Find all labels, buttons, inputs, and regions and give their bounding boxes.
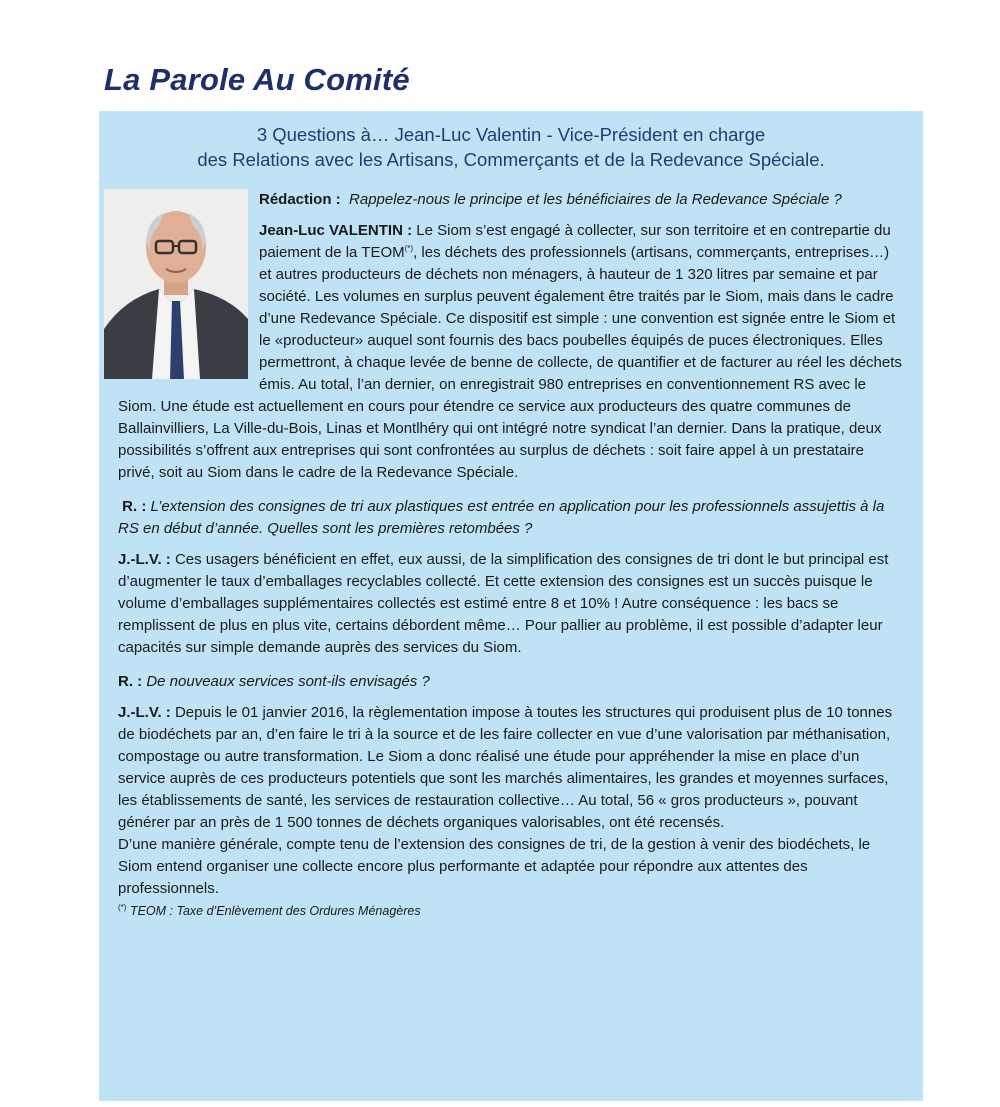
answer-2-text: Ces usagers bénéficient en effet, eux aussi, de la simplification des consignes de tri dont le but principal est d’augmenter le taux d’emballages recyclables collecté. Et cette extension des consignes est un succès puisque le volume d’emballages supplémentaires collectés est estimé entre 8 et 10% ! Autre conséquence : les bacs se remplissent de plus en plus vite, certains débordent même… Pour pallier au problème, il est possible d’adapter leur capacités sur simple demande auprès des services du Siom. bbox=[118, 551, 889, 656]
answer-2-label: J.-L.V. : bbox=[118, 551, 171, 568]
footnote-marker: (*) bbox=[404, 244, 414, 253]
question-1-text: Rappelez-nous le principe et les bénéficiaires de la Redevance Spéciale ? bbox=[349, 191, 842, 208]
answer-3-text: Depuis le 01 janvier 2016, la règlementation impose à toutes les structures qui produisent plus de 10 tonnes de biodéchets par an, d’en faire le tri à la source et de les faire collecter en vue d’une valorisation par méthanisation, compostage ou autre transformation. Le Siom a donc réalisé une étude pour appréhender la mise en place d’un service auprès de ces producteurs potentiels que sont les marchés alimentaires, les grandes et moyennes surfaces, les établissements de santé, les services de restauration collective… Au total, 56 « gros producteurs », pouvant générer par an près de 1 500 tonnes de déchets organiques valorisables, ont été recensés. bbox=[118, 704, 893, 831]
question-2-text: L’extension des consignes de tri aux plastiques est entrée en application pour les professionnels assujettis à la RS en début d’année. Quelles sont les premières retombées ? bbox=[118, 498, 885, 537]
footnote-sup: (*) bbox=[118, 902, 127, 912]
interview-panel bbox=[99, 111, 923, 1101]
subtitle-line-1: 3 Questions à… Jean-Luc Valentin - Vice-Président en charge bbox=[256, 124, 766, 145]
footnote-text: TEOM : Taxe d’Enlèvement des Ordures Ménagères bbox=[129, 904, 421, 918]
question-2 bbox=[118, 496, 904, 540]
question-3-text: De nouveaux services sont-ils envisagés ? bbox=[146, 673, 430, 690]
footnote bbox=[118, 900, 904, 922]
interview-body bbox=[118, 189, 904, 922]
question-3 bbox=[118, 671, 904, 693]
answer-3-continuation: D’une manière générale, compte tenu de l’extension des consignes de tri, de la gestion à venir des biodéchets, le Siom entend organiser une collecte encore plus performante et adaptée pour répondre aux attentes des professionnels. bbox=[118, 836, 871, 897]
portrait-photo bbox=[104, 189, 248, 379]
question-1-label: Rédaction : bbox=[259, 191, 341, 208]
page-title: La Parole Au Comité bbox=[104, 62, 410, 97]
subtitle-line-2: des Relations avec les Artisans, Commerçants et de la Redevance Spéciale. bbox=[197, 149, 825, 170]
answer-2 bbox=[118, 549, 904, 659]
question-2-label: R. : bbox=[122, 498, 147, 515]
portrait-illustration bbox=[104, 189, 248, 379]
interview-subtitle bbox=[99, 122, 923, 172]
answer-3-label: J.-L.V. : bbox=[118, 704, 171, 721]
answer-1-label: Jean-Luc VALENTIN : bbox=[259, 222, 413, 239]
answer-1-text-part-2: , les déchets des professionnels (artisans, commerçants, entreprises…) et autres producteurs de déchets non ménagers, à hauteur de 1 320 litres par semaine et par société. Les volumes en surplus peuvent également être traités par le Siom, mais dans le cadre d’une Redevance Spéciale. Ce dispositif est simple : une convention est signée entre le Siom et le «producteur» auquel sont fournis des bacs poubelles équipés de puces électroniques. Elles permettront, à chaque levée de benne de collecte, de quantifier et de facturer au réel les déchets émis. Au total, l’an dernier, on enregistrait 980 entreprises en conventionnement RS avec le Siom. Une étude est actuellement en cours pour étendre ce service aux producteurs des quatre communes de Ballainvilliers, La Ville-du-Bois, Linas et Montlhéry qui ont intégré notre syndicat l’an dernier. Dans la pratique, deux possibilités s’offrent aux entreprises qui sont confrontées au surplus de déchets : soit faire appel à un prestataire privé, soit au Siom dans le cadre de la Redevance Spéciale. bbox=[118, 244, 902, 481]
answer-1-text-part-1: Le Siom s’est engagé à collecter, sur son territoire et en contrepartie du paiement de la TEOM bbox=[259, 222, 891, 261]
question-3-label: R. : bbox=[118, 673, 143, 690]
answer-3 bbox=[118, 702, 904, 834]
